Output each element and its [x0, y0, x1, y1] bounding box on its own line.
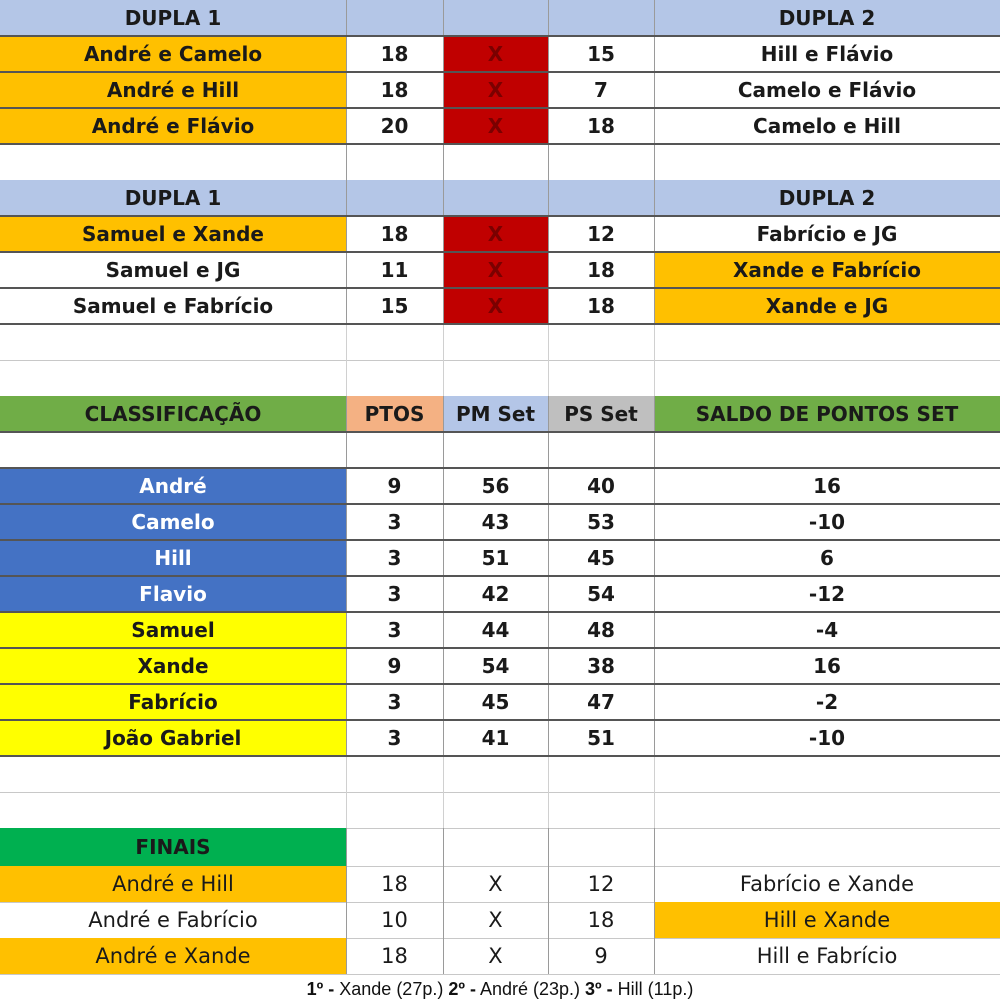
standings-ps[interactable]: 45: [587, 546, 615, 570]
grid-column-line: [346, 828, 347, 974]
finals-vs[interactable]: X: [488, 908, 503, 932]
standings-ps[interactable]: 48: [587, 618, 615, 642]
group2-score-right[interactable]: 12: [587, 222, 615, 246]
group1-vs[interactable]: X: [443, 108, 548, 144]
podium-second-text: André (23p.): [479, 979, 581, 999]
finals-score-left[interactable]: 10: [381, 908, 408, 932]
group1-score-left[interactable]: 18: [380, 78, 409, 102]
standings-pm[interactable]: 56: [481, 474, 510, 498]
standings-ps[interactable]: 51: [587, 726, 615, 750]
standings-pm[interactable]: 41: [481, 726, 510, 750]
finals-team-right[interactable]: Fabrício e Xande: [739, 872, 915, 896]
standings-pts[interactable]: 9: [387, 474, 402, 498]
standings-player-name[interactable]: Fabrício: [0, 684, 346, 720]
group2-team-left[interactable]: Samuel e Xande: [0, 216, 346, 252]
grid-row-divider: [0, 107, 1000, 109]
grid-row-divider: [0, 539, 1000, 541]
podium-first-place: 1º -: [306, 979, 335, 999]
standings-pm[interactable]: 44: [481, 618, 510, 642]
podium-second-place: 2º -: [448, 979, 476, 999]
finals-vs[interactable]: X: [488, 872, 503, 896]
grid-row-divider: [0, 611, 1000, 613]
grid-row-line: [0, 792, 1000, 793]
finals-score-left[interactable]: 18: [381, 944, 408, 968]
group1-header-left[interactable]: DUPLA 1: [0, 0, 346, 36]
grid-row-line: [0, 974, 1000, 975]
grid-row-divider: [0, 683, 1000, 685]
grid-row-divider: [0, 71, 1000, 73]
standings-ps[interactable]: 54: [587, 582, 615, 606]
group2-vs[interactable]: X: [443, 252, 548, 288]
group2-header-blank[interactable]: [346, 180, 443, 216]
group2-header-right[interactable]: DUPLA 2: [654, 180, 1000, 216]
group1-header-blank[interactable]: [443, 0, 548, 36]
standings-header-saldo[interactable]: SALDO DE PONTOS SET: [654, 396, 1000, 432]
standings-header-ps[interactable]: PS Set: [548, 396, 654, 432]
standings-ps[interactable]: 53: [587, 510, 615, 534]
grid-row-divider: [0, 35, 1000, 37]
finals-score-right[interactable]: 18: [587, 908, 615, 932]
podium-first-text: Xande (27p.): [339, 979, 444, 999]
group2-vs[interactable]: X: [443, 216, 548, 252]
grid-column-line: [443, 324, 444, 396]
grid-row-divider: [0, 503, 1000, 505]
group2-header-blank[interactable]: [443, 180, 548, 216]
standings-player-name[interactable]: Hill: [0, 540, 346, 576]
group1-header-blank[interactable]: [346, 0, 443, 36]
standings-saldo[interactable]: -10: [808, 510, 846, 534]
standings-pts[interactable]: 3: [387, 546, 402, 570]
grid-column-line: [654, 756, 655, 828]
standings-saldo[interactable]: -12: [808, 582, 846, 606]
group2-score-left[interactable]: 11: [380, 258, 409, 282]
standings-pm[interactable]: 51: [481, 546, 510, 570]
finals-team-right[interactable]: Hill e Xande: [654, 902, 1000, 938]
group1-team-right[interactable]: Hill e Flávio: [760, 42, 894, 66]
grid-row-divider: [0, 215, 1000, 217]
grid-column-line: [346, 324, 347, 396]
standings-pm[interactable]: 42: [481, 582, 510, 606]
standings-header-name[interactable]: CLASSIFICAÇÃO: [0, 396, 346, 432]
group1-header-blank[interactable]: [548, 0, 654, 36]
standings-pts[interactable]: 3: [387, 618, 402, 642]
grid-column-line: [548, 756, 549, 828]
group2-score-left[interactable]: 18: [380, 222, 409, 246]
grid-column-line: [346, 0, 347, 324]
grid-row-divider: [0, 251, 1000, 253]
standings-pm[interactable]: 54: [481, 654, 510, 678]
grid-column-line: [443, 828, 444, 974]
grid-row-divider: [0, 719, 1000, 721]
standings-player-name[interactable]: Camelo: [0, 504, 346, 540]
standings-pm[interactable]: 45: [481, 690, 510, 714]
grid-column-line: [548, 0, 549, 324]
standings-saldo[interactable]: 6: [820, 546, 834, 570]
grid-column-line: [443, 756, 444, 828]
grid-column-line: [548, 828, 549, 974]
standings-player-name[interactable]: André: [0, 468, 346, 504]
standings-saldo[interactable]: 16: [813, 474, 841, 498]
grid-column-line: [654, 828, 655, 974]
finals-score-right[interactable]: 12: [587, 872, 615, 896]
grid-row-line: [0, 360, 1000, 361]
standings-pm[interactable]: 43: [481, 510, 510, 534]
group2-score-right[interactable]: 18: [587, 294, 615, 318]
grid-row-divider: [0, 287, 1000, 289]
standings-saldo[interactable]: -10: [808, 726, 846, 750]
group1-team-left[interactable]: André e Hill: [0, 72, 346, 108]
standings-player-name[interactable]: Xande: [0, 648, 346, 684]
finals-team-left[interactable]: André e Fabrício: [88, 908, 258, 932]
standings-pts[interactable]: 3: [387, 582, 402, 606]
grid-row-divider: [0, 323, 1000, 325]
podium-third-place: 3º -: [585, 979, 613, 999]
group1-team-left[interactable]: André e Flávio: [0, 108, 346, 144]
podium-third-text: Hill (11p.): [617, 979, 694, 999]
group1-team-left[interactable]: André e Camelo: [0, 36, 346, 72]
standings-saldo[interactable]: -4: [815, 618, 839, 642]
group1-team-right[interactable]: Camelo e Flávio: [737, 78, 917, 102]
finals-team-left[interactable]: André e Hill: [0, 866, 346, 902]
grid-row-divider: [0, 755, 1000, 757]
standings-saldo[interactable]: -2: [815, 690, 839, 714]
group1-score-right[interactable]: 15: [587, 42, 615, 66]
finals-score-left[interactable]: 18: [381, 872, 408, 896]
standings-pts[interactable]: 3: [387, 510, 402, 534]
group2-score-right[interactable]: 18: [587, 258, 615, 282]
group2-header-blank[interactable]: [548, 180, 654, 216]
group2-team-left[interactable]: Samuel e Fabrício: [72, 294, 274, 318]
standings-player-name[interactable]: Flavio: [0, 576, 346, 612]
grid-row-divider: [0, 467, 1000, 469]
group2-team-left[interactable]: Samuel e JG: [105, 258, 241, 282]
standings-header-pm[interactable]: PM Set: [443, 396, 548, 432]
group2-score-left[interactable]: 15: [380, 294, 409, 318]
group1-score-left[interactable]: 20: [380, 114, 409, 138]
standings-header-pts[interactable]: PTOS: [346, 396, 443, 432]
standings-player-name[interactable]: Samuel: [0, 612, 346, 648]
grid-row-divider: [0, 647, 1000, 649]
grid-column-line: [654, 324, 655, 396]
standings-pts[interactable]: 3: [387, 690, 402, 714]
group1-score-right[interactable]: 7: [594, 78, 608, 102]
standings-ps[interactable]: 47: [587, 690, 615, 714]
finals-title[interactable]: FINAIS: [0, 828, 346, 866]
grid-row-divider: [0, 431, 1000, 433]
group1-vs[interactable]: X: [443, 36, 548, 72]
group1-score-left[interactable]: 18: [380, 42, 409, 66]
group1-team-right[interactable]: Camelo e Hill: [753, 114, 901, 138]
podium-result: [0, 978, 1000, 1000]
finals-vs[interactable]: X: [488, 944, 503, 968]
finals-team-right[interactable]: Hill e Fabrício: [756, 944, 898, 968]
grid-column-line: [346, 756, 347, 828]
group2-team-right[interactable]: Fabrício e JG: [756, 222, 898, 246]
group1-header-right[interactable]: DUPLA 2: [654, 0, 1000, 36]
group2-team-right[interactable]: Xande e Fabrício: [654, 252, 1000, 288]
standings-player-name[interactable]: João Gabriel: [0, 720, 346, 756]
standings-ps[interactable]: 40: [587, 474, 615, 498]
finals-team-left[interactable]: André e Xande: [0, 938, 346, 974]
group2-header-left[interactable]: DUPLA 1: [0, 180, 346, 216]
grid-column-line: [443, 0, 444, 324]
group1-vs[interactable]: X: [443, 72, 548, 108]
grid-column-line: [548, 324, 549, 396]
standings-pts[interactable]: 3: [387, 726, 402, 750]
standings-pts[interactable]: 9: [387, 654, 402, 678]
grid-row-divider: [0, 143, 1000, 145]
group1-score-right[interactable]: 18: [587, 114, 615, 138]
finals-score-right[interactable]: 9: [594, 944, 608, 968]
grid-column-line: [654, 0, 655, 324]
group2-team-right[interactable]: Xande e JG: [654, 288, 1000, 324]
group2-vs[interactable]: X: [443, 288, 548, 324]
standings-saldo[interactable]: 16: [813, 654, 841, 678]
grid-row-divider: [0, 575, 1000, 577]
standings-ps[interactable]: 38: [587, 654, 615, 678]
